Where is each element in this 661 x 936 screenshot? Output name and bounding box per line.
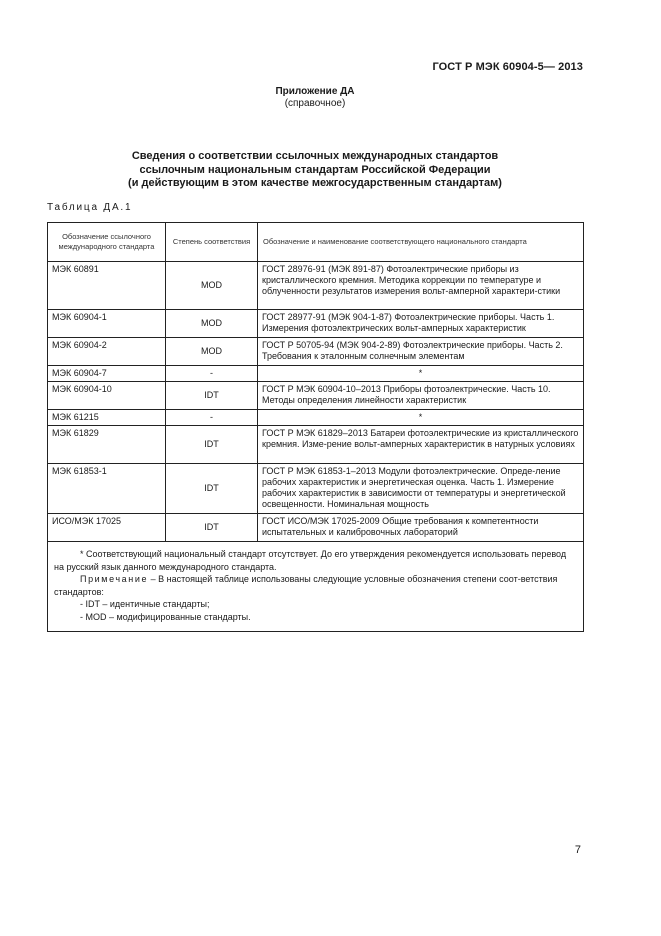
table-row [48, 262, 584, 310]
table-row [48, 366, 584, 382]
note [54, 573, 577, 598]
heading-line-3: (и действующим в этом качестве межгосударственным стандартам) [128, 177, 502, 189]
cell-degree: IDT [166, 464, 258, 514]
cell-ref: МЭК 60891 [48, 262, 166, 310]
cell-degree: - [166, 410, 258, 426]
cell-degree: IDT [166, 382, 258, 410]
cell-degree: IDT [166, 514, 258, 542]
appendix-subtitle: (справочное) [284, 98, 346, 109]
cell-national: ГОСТ Р МЭК 61829–2013 Батареи фотоэлектрические из кристаллического кремния. Изме-рение вольт-амперных характеристик в натурных условиях [258, 426, 584, 464]
cell-ref: МЭК 60904-2 [48, 338, 166, 366]
cell-ref: ИСО/МЭК 17025 [48, 514, 166, 542]
cell-ref: МЭК 61853-1 [48, 464, 166, 514]
correspondence-table [47, 222, 584, 632]
cell-national: ГОСТ Р 50705-94 (МЭК 904-2-89) Фотоэлектрические приборы. Часть 2. Требования к эталонным солнечным элементам [258, 338, 584, 366]
cell-ref: МЭК 60904-7 [48, 366, 166, 382]
table-row [48, 338, 584, 366]
cell-degree: MOD [166, 310, 258, 338]
cell-degree: MOD [166, 338, 258, 366]
note-item-idt: - IDT – идентичные стандарты; [80, 599, 210, 609]
note-text: – В настоящей таблице использованы следующие условные обозначения степени соот-ветствия стандартов: [54, 574, 558, 597]
table-row [48, 464, 584, 514]
cell-national: ГОСТ Р МЭК 61853-1–2013 Модули фотоэлектрические. Опреде-ление рабочих характеристик и энергетическая оценка. Часть 1. Измерение рабочих характеристик в зависимости от температуры и энергетической освещенности. Номинальная мощность [258, 464, 584, 514]
cell-ref: МЭК 60904-10 [48, 382, 166, 410]
table-row [48, 310, 584, 338]
heading-line-1: Сведения о соответствии ссылочных международных стандартов [131, 150, 499, 162]
cell-national: * [258, 410, 584, 426]
cell-ref: МЭК 61215 [48, 410, 166, 426]
header-degree: Степень соответствия [166, 223, 258, 262]
footnote: * Соответствующий национальный стандарт отсутствует. До его утверждения рекомендуется использовать перевод на русский язык данного международного стандарта. [54, 549, 567, 572]
note-label: Примечание [80, 574, 149, 584]
cell-national: ГОСТ Р МЭК 60904-10–2013 Приборы фотоэлектрические. Часть 10. Методы определения линейности характеристик [258, 382, 584, 410]
page-number: 7 [574, 844, 581, 856]
document-id: ГОСТ Р МЭК 60904-5— 2013 [432, 61, 583, 73]
section-heading [0, 150, 630, 191]
table-label: Таблица ДА.1 [47, 202, 133, 213]
cell-degree: MOD [166, 262, 258, 310]
cell-degree: - [166, 366, 258, 382]
cell-degree: IDT [166, 426, 258, 464]
appendix-title: Приложение ДА [275, 86, 355, 97]
table-header-row [48, 223, 584, 262]
table-row [48, 410, 584, 426]
note-item-mod: - MOD – модифицированные стандарты. [80, 611, 251, 622]
table-row [48, 382, 584, 410]
header-national-standard: Обозначение и наименование соответствующего национального стандарта [258, 223, 584, 262]
heading-line-2: ссылочным национальным стандартам Российской Федерации [139, 163, 491, 176]
cell-ref: МЭК 61829 [48, 426, 166, 464]
appendix-caption [0, 86, 630, 110]
table-row [48, 426, 584, 464]
cell-national: ГОСТ ИСО/МЭК 17025-2009 Общие требования к компетентности испытательных и калибровочных лабораторий [258, 514, 584, 542]
cell-national: ГОСТ 28976-91 (МЭК 891-87) Фотоэлектрические приборы из кристаллического кремния. Методика коррекции по температуре и облученности результатов измерения вольт-амперной характери-стики [258, 262, 584, 310]
cell-national: ГОСТ 28977-91 (МЭК 904-1-87) Фотоэлектрические приборы. Часть 1. Измерения фотоэлектрических вольт-амперных характеристик [258, 310, 584, 338]
header-ref-standard: Обозначение ссылочного международного стандарта [48, 223, 166, 262]
cell-ref: МЭК 60904-1 [48, 310, 166, 338]
table-notes-row [48, 542, 584, 632]
table-row [48, 514, 584, 542]
cell-national: * [258, 366, 584, 382]
table-notes [48, 542, 584, 632]
